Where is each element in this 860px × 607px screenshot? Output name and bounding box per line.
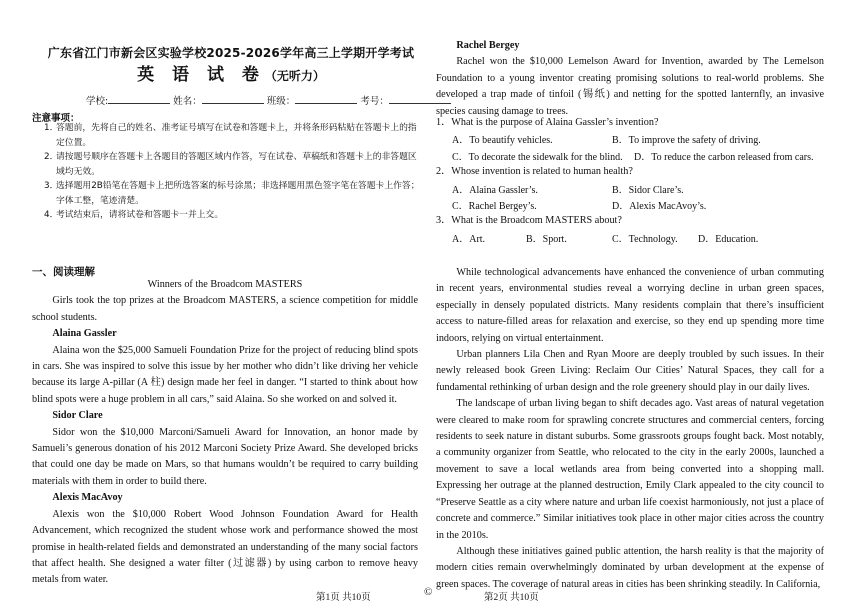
question-2-option-d[interactable]: D．Alexis MacAvoy’s. [612,200,707,212]
passage-broadcom-continued [436,38,824,120]
note-number: 1． [44,123,59,133]
question-2-options-row1 [436,181,824,197]
questions-block [436,115,824,246]
exam-title-line1: 广东省江门市新会区实验学校2025-2026学年高三上学期开学考试 [47,46,415,60]
class-label: 班级： [266,96,296,107]
note-item [44,179,424,208]
note-item [44,121,424,150]
passage-intro: Girls took the top prizes at the Broadcom MASTERS, a science competition for middle school students. [32,295,418,323]
winner-name-rachel: Rachel Bergey [456,40,520,51]
question-2-option-a[interactable]: A．Alaina Gassler’s. [452,184,538,196]
question-1-option-a[interactable]: A．To beautify vehicles. [452,135,553,147]
note-text: 考试结束后，请将试卷和答题卡一并上交。 [56,210,224,220]
page-number-left: 第1页 共10页 [316,593,371,603]
exam-title-subtitle: （无听力） [264,69,325,83]
passage2-paragraph-2: Urban planners Lila Chen and Ryan Moore are deeply troubled by such issues. In their newly released book Green Living: Reclaim Our Cities’ Natural Spaces, they call for a fundamental rethinking of urban design and the role greenery should play in our daily lives. [436,349,824,393]
class-field[interactable] [295,95,357,104]
passage2-paragraph-3: The landscape of urban living began to shift decades ago. Vast areas of natural vegetation were cleared to make room for sprawling concrete structures and commercial centers, forcing residents to seek nature in distant suburbs. Some grassroots groups fought back. Most notably, a community organizer from Seattle, who relocated to the city in the early 2000s, launched a movement to save a local wetlands area from being converted into a shopping mall. Expressing her outrage at the planned destruction, Emily Clark appealed to the city council to “Preserve Seattle as a city where nature and urban life coexist harmoniously, not just a place of concrete and commerce.” Similar initiatives took place in other major cities across the country in the 2010s. [436,398,824,541]
winner-text-rachel: Rachel won the $10,000 Lemelson Award for Invention, awarded by The Lemelson Foundation to a young inventor creating promising solutions to real-world problems. She developed a trap made of tinfoil (锡纸) and netting for the spotted lanternfly, an invasive species causing damage to trees. [436,56,824,117]
question-3-option-b[interactable]: B．Sport. [526,233,567,245]
question-2-options-row2 [436,197,824,213]
note-text: 选择题用2B铅笔在答题卡上把所选答案的标号涂黑；非选择题用黑色签字笔在答题卡上作答；字体工整，笔迹清楚。 [56,181,420,206]
question-1-options-row1 [436,131,824,147]
passage-title: Winners of the Broadcom MASTERS [147,279,303,290]
section-title-reading: 一、阅读理解 [32,266,95,278]
passage2-paragraph-1: While technological advancements have enhanced the convenience of urban commuting in recent years, environmental studies reveal a worrying decline in urban green spaces, especially in densely populated districts. Many residents complain that there’s insufficient access to nature-filled areas for relaxation and exercise, so they end up spending more time indoors, relying on virtual entertainment. [436,267,824,344]
note-item [44,150,424,179]
note-number: 2． [44,152,59,162]
question-1-option-b[interactable]: B．To improve the safety of driving. [612,135,761,147]
winner-text-alaina: Alaina won the $25,000 Samueli Foundation Prize for the project of reducing blind spots in cars. She was inspired to solve this issue by her mother who didn’t like driving her vehicle because its large A-pillar (A 柱) design made her feel in danger. “I started to think about how blind spots were a huge problem in all cars,” said Alaina. So she worked on and solved it. [32,344,418,405]
question-3-options [436,230,824,246]
notes-list [44,121,424,223]
question-3-option-a[interactable]: A．Art. [452,233,486,245]
passage2-paragraph-4: Although these initiatives gained public attention, the harsh reality is that the majority of modern cities remain overwhelmingly dominated by urban development at the expense of green spaces. The coverage of natural areas in cities has been shrinking steadily. In California, [436,545,824,590]
exam-title-text: 英 语 试 卷 [137,65,265,85]
question-1-option-d[interactable]: D．To reduce the carbon released from cars. [634,151,814,163]
school-field[interactable] [108,95,170,104]
question-3: 3．What is the Broadcom MASTERS about? [436,215,622,227]
name-field[interactable] [202,95,264,104]
page-number-right: 第2页 共10页 [484,593,539,603]
notes-title: 注意事项： [32,113,80,124]
note-number: 3． [44,181,59,191]
question-1-options-row2 [436,148,824,164]
exam-no-label: 考号： [360,96,389,107]
note-text: 请按题号顺序在答题卡上各题目的答题区域内作答，写在试卷、草稿纸和答题卡上的非答题区域均无效。 [56,152,417,177]
question-1: 1．What is the purpose of Alaina Gassler’s invention? [436,117,659,128]
winner-text-alexis: Alexis won the $10,000 Robert Wood Johnson Foundation Award for Health Advancement, which recognized the student whose work and performance showed the most promise in health-related fields and demonstrated an understanding of the many social factors that affect health. She designed a water filter (过滤器) by using carbon to remove heavy metals from water. [32,508,418,586]
question-2-option-b[interactable]: B．Sidor Clare’s. [612,184,684,196]
question-2: 2．Whose invention is related to human health? [436,166,633,178]
school-label: 学校: [86,96,109,107]
name-label: 姓名： [173,96,202,107]
exam-title-main [26,60,436,85]
note-text: 答题前，先将自己的姓名、准考证号填写在试卷和答题卡上，并将条形码粘贴在答题卡上的指定位置。 [56,123,417,148]
passage-urban-green [436,265,824,593]
question-1-option-c[interactable]: C．To decorate the sidewalk for the blind. [452,151,623,163]
copyright-icon: © [424,586,433,598]
question-2-option-c[interactable]: C．Rachel Bergey’s. [452,200,537,212]
winner-name-alaina: Alaina Gassler [52,328,117,340]
winner-text-sidor: Sidor won the $10,000 Marconi/Samueli Award for Innovation, an honor made by Samueli’s generous donation of his 2012 Marconi Society Prize Award. She developed bricks that could one day be made on Mars, so that humans wouldn’t be required to carry building materials with them in order to build there. [32,426,418,487]
winner-name-sidor: Sidor Clare [52,410,103,422]
passage-broadcom [32,277,418,589]
winner-name-alexis: Alexis MacAvoy [52,492,123,504]
question-3-option-d[interactable]: D．Education. [698,233,759,245]
student-info-line [86,93,451,107]
note-number: 4． [44,210,59,220]
note-item [44,208,424,223]
question-3-option-c[interactable]: C．Technology. [612,233,678,245]
